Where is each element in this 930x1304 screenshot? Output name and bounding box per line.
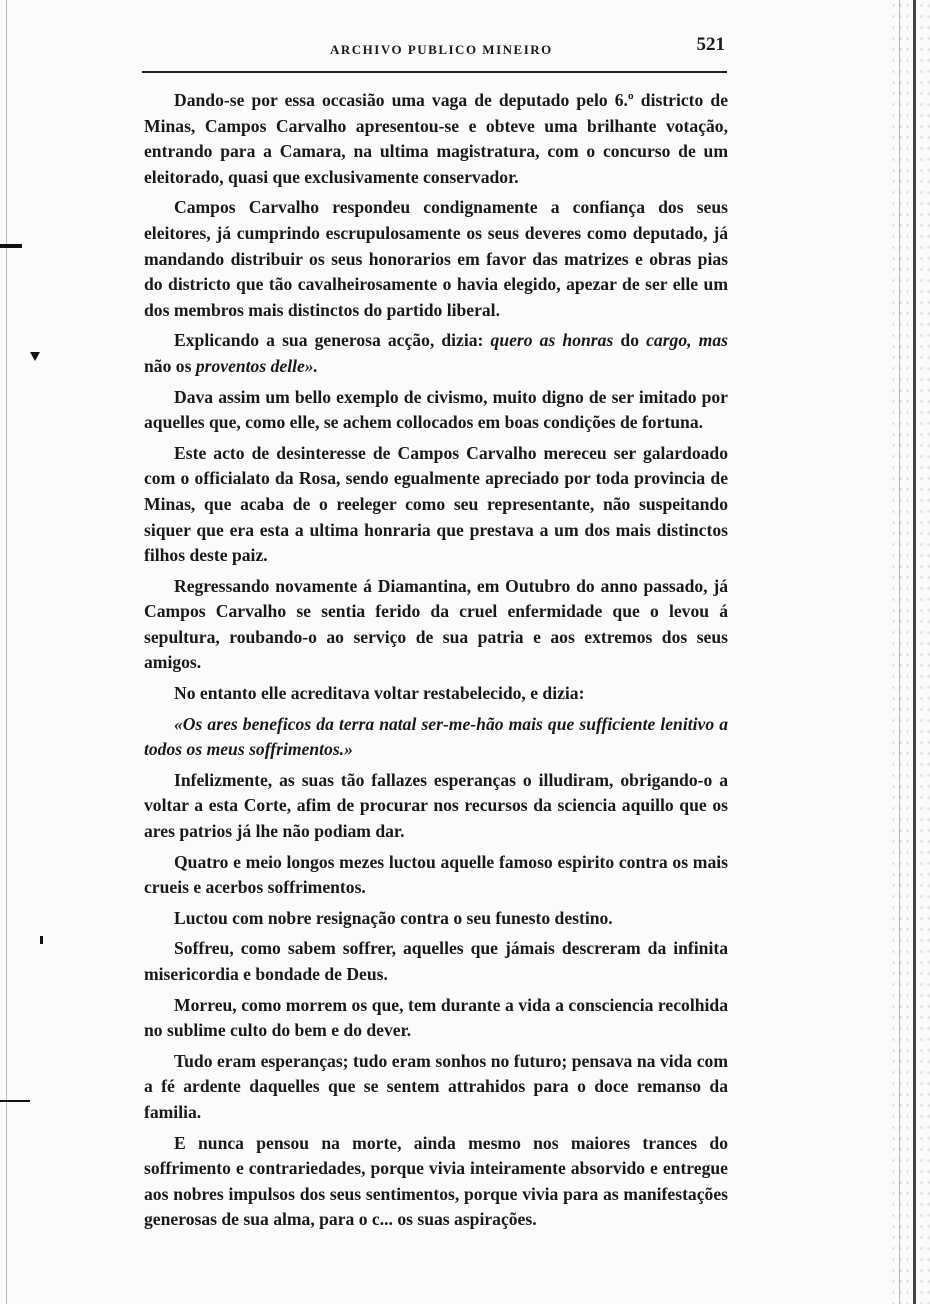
margin-mark <box>0 1100 30 1102</box>
page-edge-line <box>899 0 900 1304</box>
paragraph: Este acto de desinteresse de Campos Carvalho mereceu ser galardoado com o officialato da Rosa, sendo egualmente apreciado por toda provincia de Minas, que acaba de o reeleger como seu representante, não suspeitando siquer que era esta a ultima honraria que prestava a um dos mais distinctos filhos deste paiz. <box>144 442 728 566</box>
page-edge-shadow <box>913 0 916 1304</box>
paragraph: No entanto elle acreditava voltar restabelecido, e dizia: <box>174 683 585 704</box>
article-body <box>144 88 728 1238</box>
text-run: não os <box>144 355 196 376</box>
italic-run: cargo, mas <box>646 330 728 351</box>
italic-run: proventos delle». <box>195 355 318 376</box>
quoted-paragraph: «Os ares beneficos da terra natal ser-me-hão mais que sufficiente lenitivo a todos os meus soffrimentos.» <box>144 713 728 760</box>
paragraph: E nunca pensou na morte, ainda mesmo nos maiores trances do soffrimento e contrariedades, porque vivia inteiramente absorvido e entregue aos nobres impulsos dos seus sentimentos, porque vivia para as manifestações generosas de sua alma, para o c... os suas aspirações. <box>144 1132 728 1230</box>
margin-mark <box>40 936 43 944</box>
paragraph: Campos Carvalho respondeu condignamente a confiança dos seus eleitores, já cumprindo escrupulosamente os seus deveres como deputado, já mandando distribuir os seus honorarios em favor das matrizes e obras pias do districto que tão cavalheirosamente o havia elegido, apezar de ser elle um dos membros mais distinctos do partido liberal. <box>144 197 728 320</box>
paragraph: Morreu, como morrem os que, tem durante a vida a consciencia recolhida no sublime culto do bem e do dever. <box>144 994 728 1041</box>
paragraph: Luctou com nobre resignação contra o seu funesto destino. <box>174 907 613 928</box>
paragraph: Quatro e meio longos mezes luctou aquelle famoso espirito contra os mais crueis e acerbos soffrimentos. <box>144 851 728 898</box>
text-run: do <box>613 330 647 351</box>
paragraph <box>144 328 728 379</box>
paragraph: Soffreu, como sabem soffrer, aquelles que jámais descreram da infinita misericordia e bondade de Deus. <box>144 938 728 984</box>
italic-run: quero as honras <box>490 330 614 351</box>
paragraph: Tudo eram esperanças; tudo eram sonhos no futuro; pensava na vida com a fé ardente daquelles que se sentem attrahidos para o doce remanso da familia. <box>144 1050 728 1122</box>
paragraph: Regressando novamente á Diamantina, em Outubro do anno passado, já Campos Carvalho se sentia ferido da cruel enfermidade que o levou á sepultura, roubando-o ao serviço de sua patria e aos extremos dos seus amigos. <box>144 575 728 673</box>
paragraph: Dava assim um bello exemplo de civismo, muito digno de ser imitado por aquelles que, como elle, se achem collocados em boas condições de fortuna. <box>144 386 728 433</box>
paragraph: Dando-se por essa occasião uma vaga de deputado pelo 6.º districto de Minas, Campos Carvalho apresentou-se e obteve uma brilhante votação, entrando para a Camara, na ultima magistratura, com o concurso de um eleitorado, quasi que exclusivamente conservador. <box>144 90 728 187</box>
text-run: Explicando a sua generosa acção, dizia: <box>174 330 491 351</box>
page-left-edge <box>6 0 7 1304</box>
paragraph: Infelizmente, as suas tão fallazes esperanças o illudiram, obrigando-o a voltar a esta Corte, afim de procurar nos recursos da sciencia aquillo que os ares patrios já lhe não podiam dar. <box>144 769 728 842</box>
page-edge-speckle <box>890 0 930 1304</box>
page-header <box>140 34 725 64</box>
margin-arrow-mark <box>30 352 40 362</box>
running-title: ARCHIVO PUBLICO MINEIRO <box>330 42 553 57</box>
page-number: 521 <box>696 34 725 55</box>
header-rule <box>142 71 727 73</box>
margin-mark <box>0 244 22 248</box>
